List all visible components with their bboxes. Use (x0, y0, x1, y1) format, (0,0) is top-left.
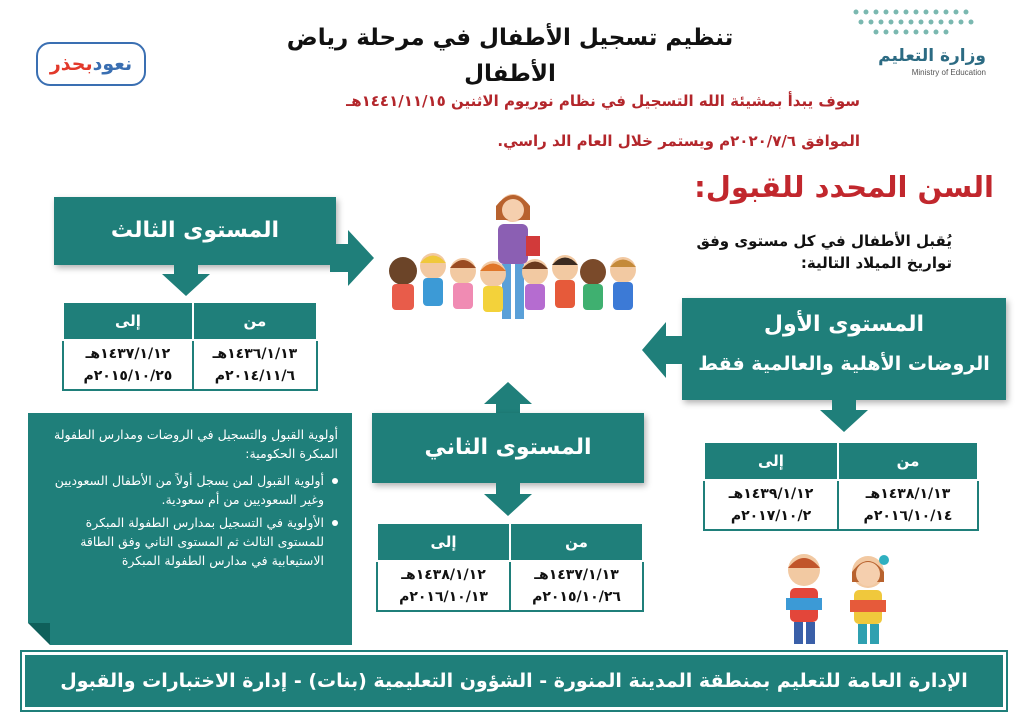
level2-from-header: من (510, 523, 643, 561)
ministry-name-en: Ministry of Education (911, 68, 986, 77)
level1-to-cell (704, 480, 838, 530)
level2-to-hijri: ١٤٣٨/١/١٢هـ (401, 567, 486, 583)
level1-box (682, 298, 1006, 400)
return-cautiously-logo (36, 42, 146, 86)
level3-title: المستوى الثالث (110, 218, 280, 243)
level2-box (372, 413, 644, 483)
level1-to-header: إلى (704, 442, 838, 480)
page-fold-icon (28, 623, 50, 645)
footer-text: الإدارة العامة للتعليم بمنطقة المدينة المنورة - الشؤون التعليمية (بنات) - إدارة الاختبارات والقبول (60, 670, 968, 692)
ministry-logo (826, 6, 1006, 86)
return-logo-part1: نعود (92, 53, 133, 75)
level2-from-greg: ٢٠١٥/١٠/٢٦م (532, 589, 621, 605)
arrow-down-icon (484, 482, 532, 516)
page-title: تنظيم تسجيل الأطفال في مرحلة رياض الأطفال (286, 25, 734, 87)
arrow-down-icon (820, 398, 868, 432)
level1-table (703, 441, 979, 531)
age-description: يُقبل الأطفال في كل مستوى وفق تواريخ الميلاد التالية: (696, 232, 952, 272)
kids-teacher-illustration (378, 186, 648, 331)
level3-to-header: إلى (63, 302, 193, 340)
arrow-down-icon (162, 262, 210, 296)
arrow-up-icon (484, 382, 532, 416)
note-intro: أولوية القبول والتسجيل في الروضات ومدارس الطفولة المبكرة الحكومية: (54, 427, 338, 461)
level3-to-greg: ٢٠١٥/١٠/٢٥م (83, 368, 173, 384)
note-bullet: أولوية القبول لمن يسجل أولاً من الأطفال السعوديين وغير السعوديين من أم سعودية. (46, 471, 338, 509)
level1-from-header: من (838, 442, 978, 480)
level1-from-greg: ٢٠١٦/١٠/١٤م (863, 508, 953, 524)
note-bullet: الأولوية في التسجيل بمدارس الطفولة المبكرة للمستوى الثالث ثم المستوى الثاني وفق الطاقة الاستيعابية في مدارس الطفولة المبكرة (46, 513, 338, 570)
level1-from-hijri: ١٤٣٨/١/١٣هـ (865, 486, 951, 502)
level3-to-hijri: ١٤٣٧/١/١٢هـ (85, 346, 171, 362)
ministry-dots-icon (846, 6, 996, 36)
level2-table (376, 522, 644, 612)
level2-to-cell (377, 561, 510, 611)
level1-to-greg: ٢٠١٧/١٠/٢م (730, 508, 812, 524)
level3-to-cell (63, 340, 193, 390)
level2-title: المستوى الثاني (424, 435, 592, 460)
level1-subtitle: الروضات الأهلية والعالمية فقط (698, 353, 990, 375)
level2-from-cell (510, 561, 643, 611)
level2-to-greg: ٢٠١٦/١٠/١٣م (399, 589, 488, 605)
level2-from-hijri: ١٤٣٧/١/١٣هـ (534, 567, 619, 583)
level3-box (54, 197, 336, 265)
level1-to-hijri: ١٤٣٩/١/١٢هـ (728, 486, 814, 502)
ministry-name-ar: وزارة التعليم (878, 46, 986, 66)
priority-note (28, 413, 352, 645)
level2-to-header: إلى (377, 523, 510, 561)
level1-from-cell (838, 480, 978, 530)
kids-reading-illustration (772, 548, 902, 648)
level3-from-greg: ٢٠١٤/١١/٦م (214, 368, 296, 384)
footer-banner (22, 652, 1006, 710)
arrow-right-icon (330, 230, 374, 286)
level3-from-hijri: ١٤٣٦/١/١٣هـ (212, 346, 298, 362)
age-title: السن المحدد للقبول: (694, 170, 994, 204)
level3-table (62, 301, 318, 391)
note-list (46, 471, 338, 570)
notice-line2: الموافق ٢٠٢٠/٧/٦م ويستمر خلال العام الد راسي. (497, 132, 860, 150)
arrow-left-icon (642, 322, 684, 378)
return-logo-part2: بحذر (49, 53, 93, 75)
level3-from-cell (193, 340, 317, 390)
notice-line1: سوف يبدأ بمشيئة الله التسجيل في نظام نوريوم الاثنين ١٤٤١/١١/١٥هـ (346, 92, 860, 110)
level1-title: المستوى الأول (763, 312, 925, 337)
level3-from-header: من (193, 302, 317, 340)
